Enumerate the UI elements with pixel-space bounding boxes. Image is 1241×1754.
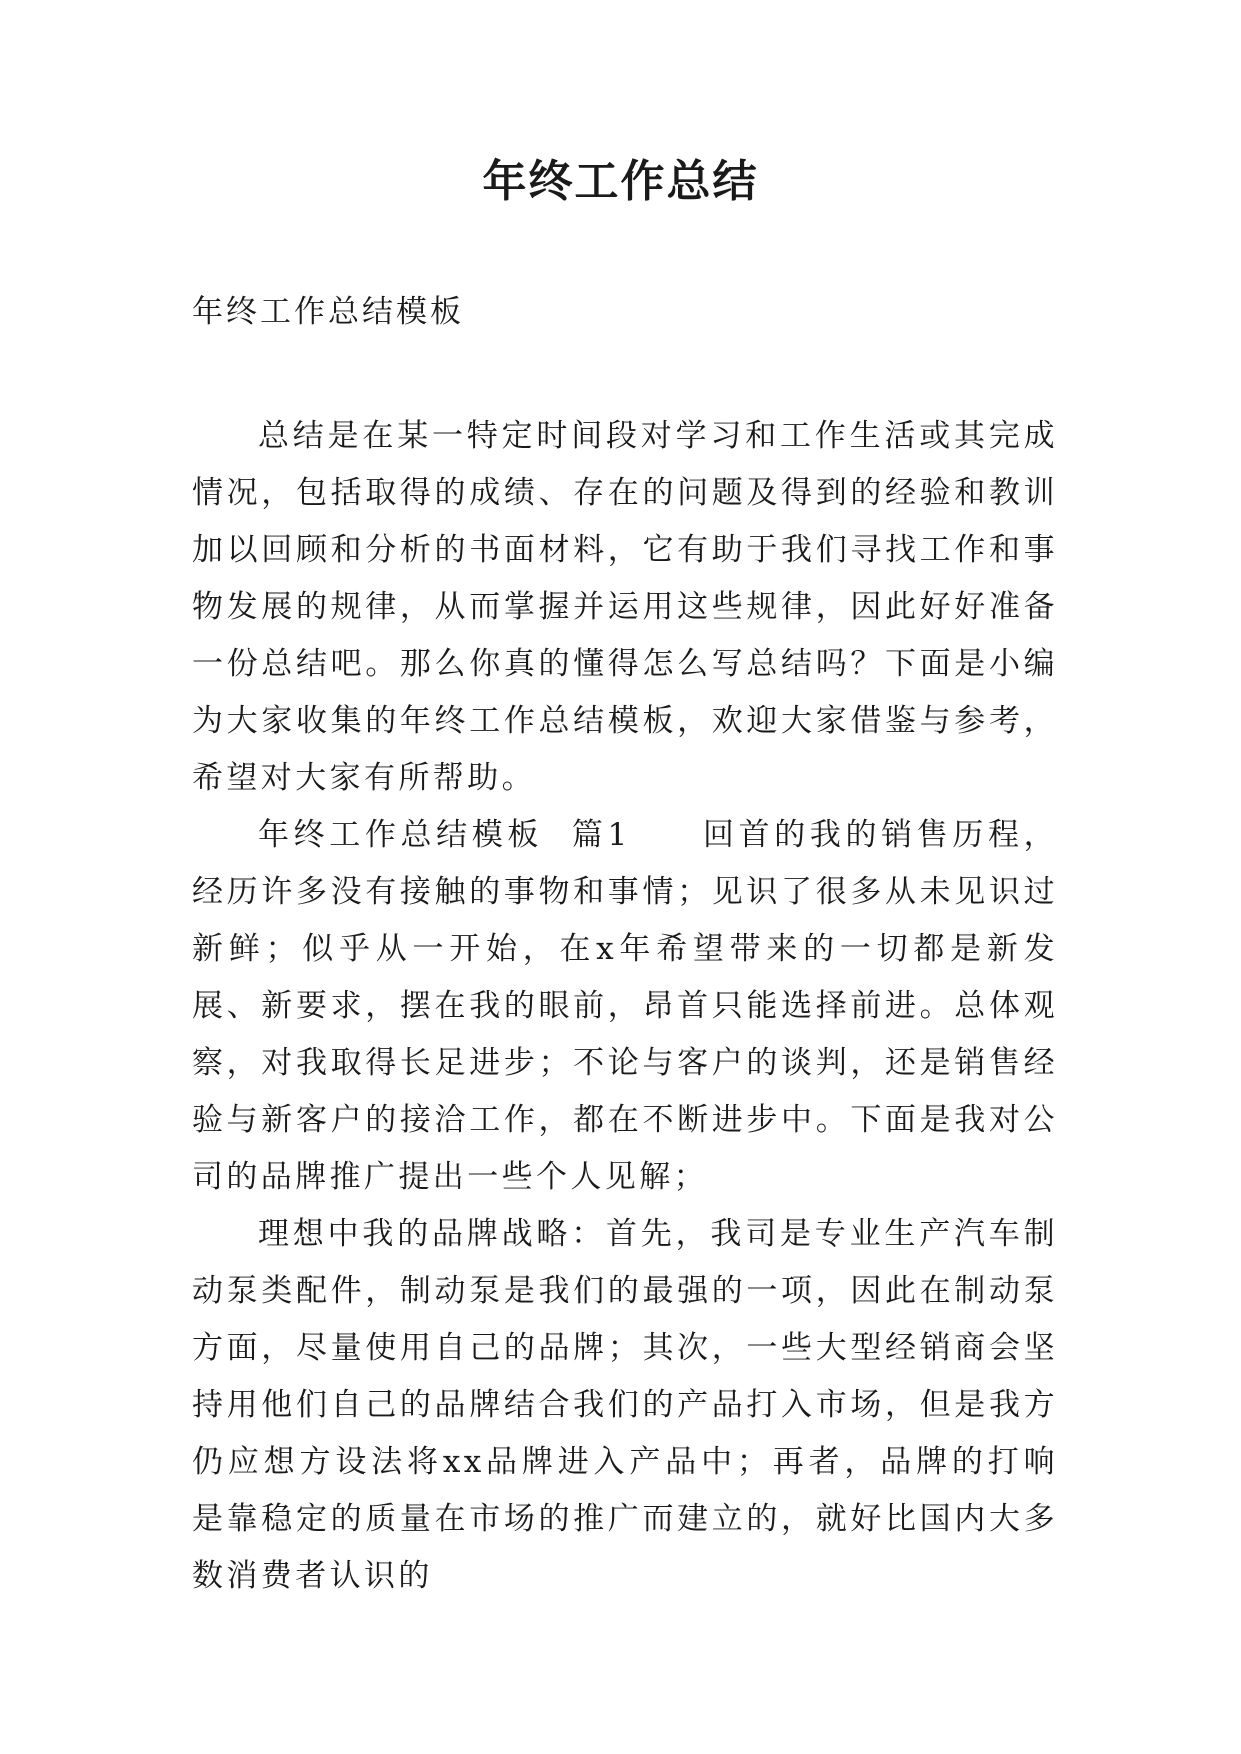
paragraph-intro: 总结是在某一特定时间段对学习和工作生活或其完成情况，包括取得的成绩、存在的问题及得到的经验和教训加以回顾和分析的书面材料，它有助于我们寻找工作和事物发展的规律，从而掌握并运用这些规律，因此好好准备一份总结吧。那么你真的懂得怎么写总结吗？下面是小编为大家收集的年终工作总结模板，欢迎大家借鉴与参考，希望对大家有所帮助。 [192,418,1058,796]
paragraph-brand-strategy: 理想中我的品牌战略：首先，我司是专业生产汽车制动泵类配件，制动泵是我们的最强的一项，因此在制动泵方面，尽量使用自己的品牌；其次，一些大型经销商会坚持用他们自己的品牌结合我们的产品打入市场，但是我方仍应想方设法将xx品牌进入产品中；再者，品牌的打响是靠稳定的质量在市场的推广而建立的，就好比国内大多数消费者认识的 [192,1216,1058,1594]
paragraph-part1: 年终工作总结模板 篇1 回首的我的销售历程，经历许多没有接触的事物和事情；见识了很多从未见识过新鲜；似乎从一开始，在x年希望带来的一切都是新发展、新要求，摆在我的眼前，昂首只能选择前进。总体观察，对我取得长足进步；不论与客户的谈判，还是销售经验与新客户的接洽工作，都在不断进步中。下面是我对公司的品牌推广提出一些个人见解； [192,817,1058,1195]
document-subtitle: 年终工作总结模板 [192,294,464,330]
document-body [192,408,1058,1605]
document-title: 年终工作总结 [482,156,759,207]
